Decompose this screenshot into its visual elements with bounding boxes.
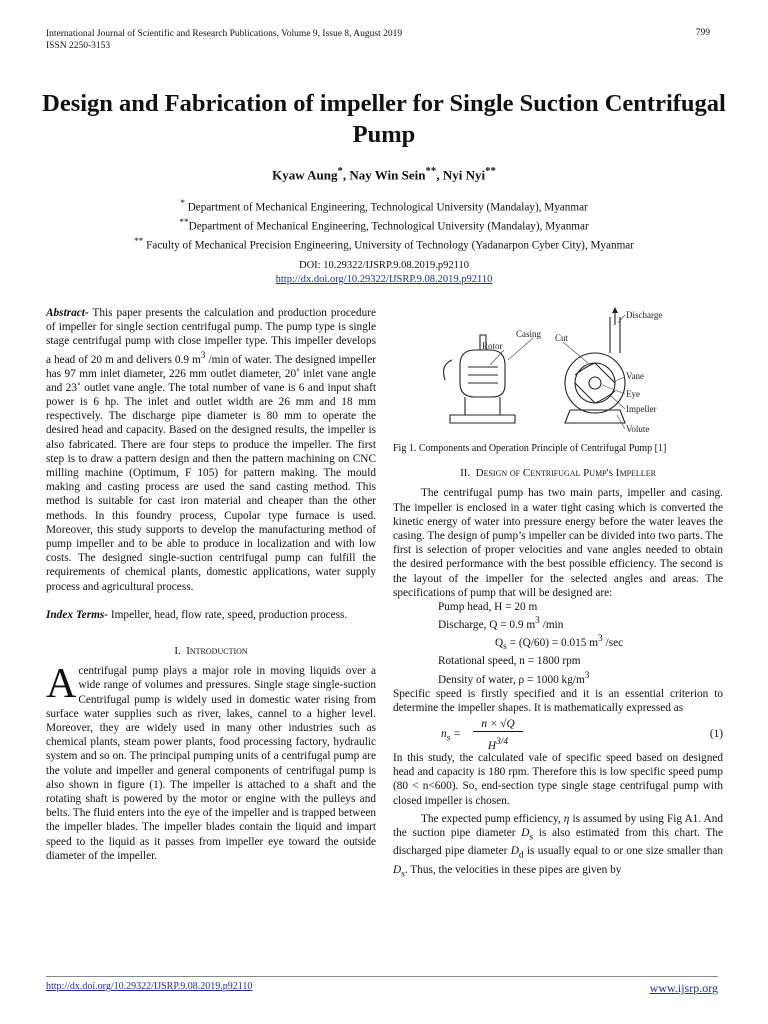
page-number: 799: [695, 28, 710, 38]
index-terms-label: Index Terms-: [46, 608, 109, 621]
footer-doi: [46, 981, 252, 992]
doi-block: [0, 259, 768, 287]
label-volute: Volute: [626, 424, 650, 434]
paper-title: Design and Fabrication of impeller for Single Suction Centrifugal Pump: [42, 90, 726, 148]
affiliations: [0, 197, 768, 255]
issn: ISSN 2250-3153: [46, 41, 111, 51]
label-cut: Cut: [555, 333, 569, 343]
footer-doi-link[interactable]: http://dx.doi.org/10.29322/IJSRP.9.08.2019.p92110: [46, 981, 253, 992]
drop-cap: A: [46, 661, 77, 708]
label-impeller: Impeller: [626, 404, 657, 414]
label-vane: Vane: [626, 371, 644, 381]
affiliation-3: ** Faculty of Mechanical Precision Engineering, University of Technology (Yadanarpon Cyber City), Myanmar: [134, 237, 634, 253]
design-paragraph-2: Specific speed is firstly specified and it is an essential criterion to determine the impeller shapes. It is mathematically expressed as: [393, 687, 723, 714]
right-column: [393, 442, 723, 881]
spec-speed: Rotational speed, n = 1800 rpm: [438, 655, 581, 668]
footer-site: [650, 981, 718, 996]
doi-text: DOI: 10.29322/IJSRP.9.08.2019.p92110: [299, 260, 469, 271]
intro-paragraph: A centrifugal pump plays a major role in moving liquids over a wide range of volumes and pressures. Single stage single-suction Centrifugal pump is widely used in domestic water rising from surface water supplies such as river, lakes, cannel to a higher level. Moreover, they are widely used in many other industries such as chemical plants, steam power plants, food processing factory, hydraulic system and so on. The principal pumping units of a centrifugal pump are the volute and impeller and general components of centrifugal pump is also shown in figure (1). The impeller is attached to a shaft and the rotating shaft is powered by the motor or engine with the pulleys and belts. The fluid enters into the eye of the impeller and is trapped between the impeller blades. The impeller blades contain the liquid and impart speed to the liquid as it passes from impeller eye toward the outside diameter of the impeller.: [46, 661, 376, 862]
figure-caption: Fig 1. Components and Operation Principle of Centrifugal Pump [1]: [393, 443, 667, 454]
running-header: [46, 28, 402, 52]
index-terms: Index Terms- Impeller, head, flow rate, speed, production process.: [46, 608, 348, 621]
section-heading-intro: I. Introduction: [174, 645, 248, 658]
label-eye: Eye: [626, 389, 640, 399]
author-1: Kyaw Aung: [272, 167, 338, 183]
label-rotor: Rotor: [482, 341, 503, 351]
centrifugal-pump-figure: [420, 305, 670, 435]
pump-specifications: [438, 600, 723, 687]
footer-site-link[interactable]: www.ijsrp.org: [649, 981, 718, 995]
label-discharge: Discharge: [626, 310, 663, 320]
design-paragraph-3: In this study, the calculated vale of specific speed based on designed head and capacity is 180 rpm. Therefore this is low specific speed pump (80 < n<600). So, end-section type single stage centrifugal pump with closed impeller is chosen.: [393, 752, 723, 807]
design-paragraph-4: The expected pump efficiency, η is assumed by using Fig A1. And the suction pipe diameter $D_s$ is also estimated from this chart. The discharged pipe diameter $D_d$ is usually equal to or one size smaller than $D_s$. Thus, the velocities in these pipes are given by: [393, 812, 723, 880]
abstract-label: Abstract-: [46, 307, 89, 319]
affiliation-1: * Department of Mechanical Engineering, Technological University (Mandalay), Myanmar: [180, 199, 588, 214]
journal-name: International Journal of Scientific and Research Publications, Volume 9, Issue 8, August 2019: [46, 29, 403, 39]
affiliation-2: **Department of Mechanical Engineering, Technological University (Mandalay), Myanmar: [179, 218, 589, 233]
author-2: Nay Win Sein: [349, 167, 426, 183]
spec-discharge: Discharge, Q = 0.9 $m^3$ /min: [438, 616, 564, 631]
left-column: [46, 306, 376, 863]
design-paragraph-1: The centrifugal pump has two main parts, impeller and casing. The impeller is enclosed in a water tight casing which is converted the kinetic energy of water into pressure energy before the water leaves the casing. The design of pump’s impeller can be divided into two parts. The first is selection of proper velocities and vane angles needed to obtain the desired performance with the best possible efficiency. The second is the layout of the impeller for the selected angles and areas. The specifications of pump that will be designed are:: [393, 487, 723, 599]
doi-link[interactable]: http://dx.doi.org/10.29322/IJSRP.9.08.2019.p92110: [275, 274, 493, 285]
section-heading-design: II. Design of Centrifugal Pump's Impeller: [460, 467, 656, 480]
specific-speed-equation: $n_s$ = n × √Q $H^{3/4}$ (1): [441, 718, 723, 752]
footer-rule: [46, 976, 718, 977]
spec-flow-rate: $Q_s = (Q/60) = 0.015$ $m^3$ /sec: [495, 634, 624, 653]
spec-density: Density of water, ρ = 1000 $kg/m^3$: [438, 670, 590, 686]
author-3: Nyi Nyi: [442, 167, 486, 183]
label-casing: Casing: [516, 329, 542, 339]
spec-head: Pump head, H = 20 m: [438, 601, 538, 614]
abstract: Abstract- This paper presents the calculation and production procedure of impeller for single section centrifugal pump. The pump type is single stage centrifugal pump with close impeller type. This impeller develops a head of 20 m and delivers 0.9 $m^3$ /min of water. The designed impeller has 97 mm inlet diameter, 226 mm outlet diameter, 20˚ inlet vane angle and 23˚ outlet vane angle. The total number of vane is 6 and input shaft power is 6 hp. The inlet and outlet width are 26 mm and 18 mm respectively. The discharge pipe diameter is 80 mm to operate the desired head and capacity. Based on the designed results, the impeller is also fabricated. There are four steps to produce the impeller. The first step is to draw a pattern design and then the pattern machining on CNC milling machine (Optimum, F 105) for pattern making. The mould making and casting process are used the sand casting method. This method is suitable for cast iron material and cheaper than the other methods. In this foundry process, Cupolar type furnace is used. Moreover, this study supports to develop the manufacturing method of pump impeller and to be able to produce in localization and with low costs. The designed single-suction centrifugal pump can fulfill the requirements of chemical plants, domestic applications, water supply process and agricultural process.: [46, 307, 376, 593]
equation-number: (1): [709, 728, 723, 740]
author-list: Kyaw Aung*, Nay Win Sein**, Nyi Nyi**: [272, 165, 496, 183]
